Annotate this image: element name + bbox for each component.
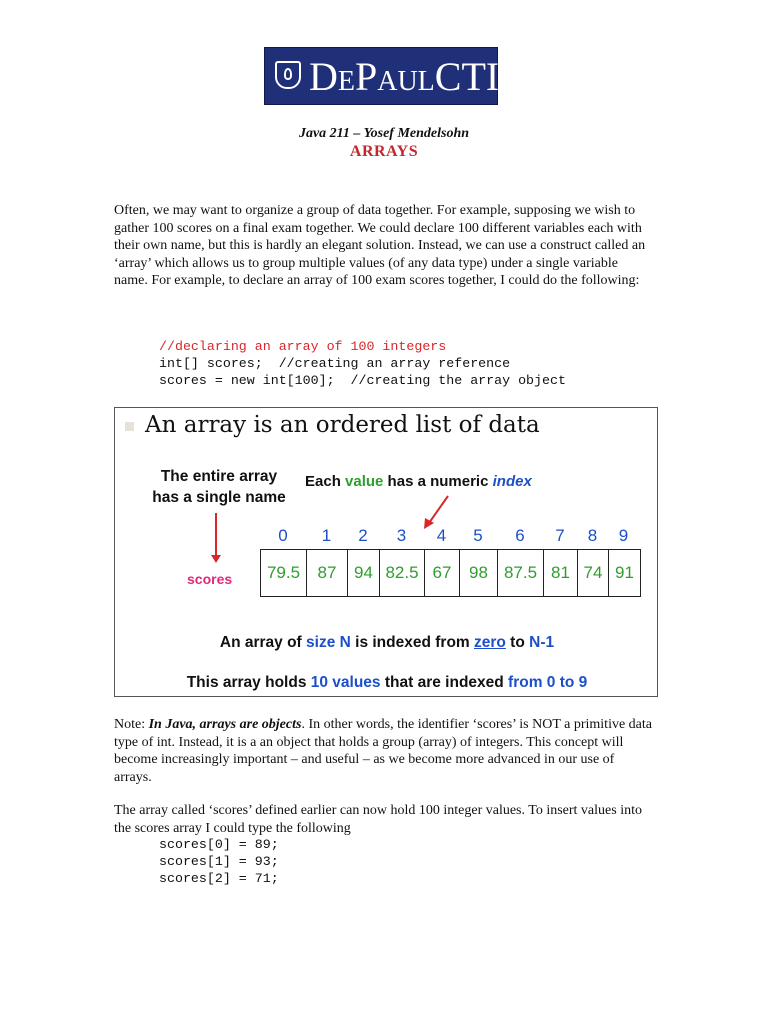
size-middle: is indexed from	[350, 634, 474, 651]
size-prefix: An array of	[219, 634, 307, 651]
array-cell: 94	[348, 550, 380, 596]
logo-text-depaul: DePaul	[309, 54, 435, 99]
code-line: int[] scores; //creating an array reference	[159, 356, 511, 371]
array-index-label: 8	[587, 526, 598, 545]
size-end: N-1	[529, 634, 555, 651]
array-index-label: 2	[358, 526, 368, 545]
note-paragraph	[114, 716, 654, 786]
array-index-label: 9	[618, 526, 629, 545]
insert-paragraph: The array called ‘scores’ defined earlier can now hold 100 integer values. To insert values into the scores array I could type the following	[114, 803, 642, 836]
name-arrow-icon	[215, 513, 217, 557]
depaul-cti-logo	[264, 47, 498, 105]
array-cell: 87	[307, 550, 348, 596]
each-value-word: value	[345, 473, 384, 490]
array-cell: 82.5	[380, 550, 425, 596]
array-index-label: 0	[278, 526, 288, 545]
entire-array-label	[129, 466, 309, 508]
array-diagram	[114, 407, 658, 697]
code-block-assign	[159, 836, 279, 887]
array-index-label: 5	[473, 526, 483, 545]
array-index-label: 6	[515, 526, 525, 545]
array-cell: 91	[615, 563, 634, 582]
holds-statement	[115, 674, 659, 692]
code-line: scores[2] = 71;	[159, 871, 279, 886]
code-comment: //declaring an array of 100 integers	[159, 339, 447, 354]
each-index-word: index	[492, 473, 532, 490]
intro-paragraph: Often, we may want to organize a group of data together. For example, supposing we wish to gather 100 scores on a final exam together. We could declare 100 different variables each with their own name, but this is hardly an elegant solution. Instead, we can use a construct called an ‘array’ which allows us to group multiple values (of any data type) under a single variable name. For example, to declare an array of 100 exam scores together, I could do the following:	[114, 203, 646, 288]
holds-range: from 0 to 9	[508, 674, 588, 691]
array-cell: 98	[460, 550, 498, 596]
each-prefix: Each	[305, 473, 346, 490]
name-arrow-head-icon	[211, 555, 221, 563]
code-block-declare	[159, 338, 566, 389]
array-cell: 74	[578, 550, 609, 596]
note-text: . In other words, the identifier ‘scores’ is NOT a primitive data type of int. Instead, it is a an object that holds a group (array) of integers. This concept will become increasingly important – and useful – as we become more advanced in our use of arrays.	[114, 717, 652, 785]
logo-text-cti: CTI	[434, 54, 500, 99]
holds-middle: that are indexed	[380, 674, 509, 691]
code-line: scores[0] = 89;	[159, 837, 279, 852]
page-title: ARRAYS	[349, 143, 419, 160]
seal-icon	[275, 61, 301, 89]
array-cells	[260, 549, 641, 597]
note-emphasis: In Java, arrays are objects	[148, 717, 302, 732]
figure-heading: An array is an ordered list of data	[145, 412, 540, 438]
note-label: Note:	[114, 717, 149, 732]
array-index-label: 3	[396, 526, 407, 545]
code-line: scores = new int[100]; //creating the array object	[159, 373, 566, 388]
size-zero: zero	[474, 634, 506, 651]
array-cell: 67	[425, 550, 460, 596]
array-cell: 87.5	[498, 550, 544, 596]
holds-prefix: This array holds	[186, 674, 311, 691]
size-n: size N	[306, 634, 351, 651]
array-index-label: 4	[436, 526, 447, 545]
array-index-label: 7	[555, 526, 565, 545]
entire-array-label-line: The entire array	[160, 468, 278, 485]
entire-array-label-line: has a single name	[152, 489, 286, 506]
array-name-label: scores	[187, 571, 233, 587]
array-cell: 79.5	[261, 550, 307, 596]
code-line: scores[1] = 93;	[159, 854, 279, 869]
bullet-square-icon	[125, 422, 134, 431]
array-cell: 81	[544, 550, 578, 596]
each-middle: has a numeric	[383, 473, 493, 490]
course-title: Java 211 – Yosef Mendelsohn	[298, 126, 470, 141]
array-index-label: 1	[321, 526, 332, 545]
size-statement	[115, 634, 659, 652]
each-value-label	[305, 473, 532, 490]
logo-wordmark	[309, 53, 499, 101]
size-to: to	[505, 634, 530, 651]
holds-count: 10 values	[310, 674, 381, 691]
